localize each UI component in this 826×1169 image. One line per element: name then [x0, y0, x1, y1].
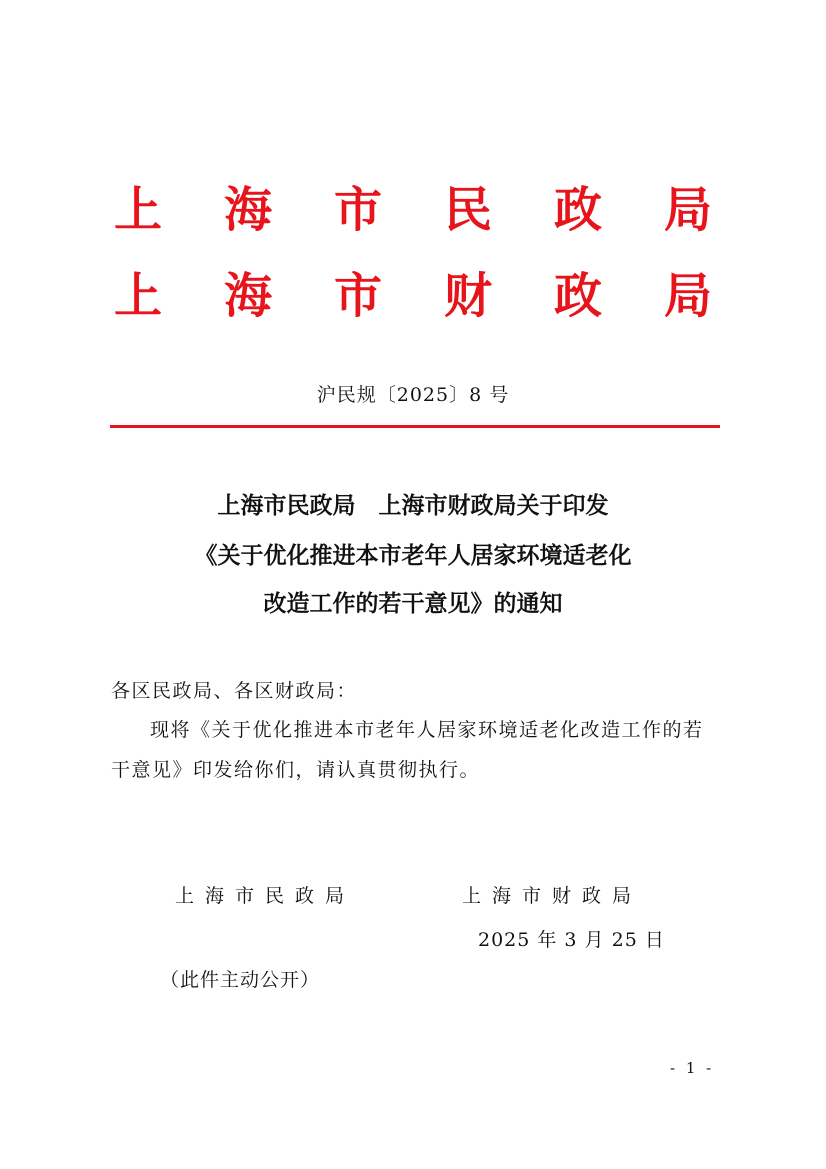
- issuer-char: 政: [553, 182, 602, 238]
- issuer-char: 市: [333, 182, 382, 238]
- salutation: 各区民政局、各区财政局：: [111, 680, 358, 702]
- document-title-line-3: 改造工作的若干意见》的通知: [263, 590, 563, 617]
- issuer-char: 海: [223, 268, 272, 324]
- issuer-char: 民: [443, 182, 492, 238]
- body-paragraph-line-2: 干意见》印发给你们，请认真贯彻执行。: [111, 759, 481, 781]
- issuer-char: 上: [113, 268, 162, 324]
- signer-finance: 上海市财政局: [462, 885, 643, 907]
- issuer-char: 海: [223, 182, 272, 238]
- issuer-char: 市: [333, 268, 382, 324]
- document-number: 沪民规〔2025〕8 号: [316, 384, 510, 406]
- signer-civil-affairs: 上海市民政局: [175, 885, 356, 907]
- issuer-heading-civil-affairs: [110, 182, 716, 238]
- body-paragraph-line-1: 现将《关于优化推进本市老年人居家环境适老化改造工作的若: [150, 719, 704, 741]
- issuer-char: 财: [443, 268, 492, 324]
- disclosure-note: （此件主动公开）: [160, 969, 321, 991]
- issuer-char: 局: [663, 182, 712, 238]
- issuer-char: 局: [663, 268, 712, 324]
- document-title-line-1: 上海市民政局 上海市财政局关于印发: [217, 492, 609, 519]
- red-separator-line: [110, 425, 720, 428]
- issue-date: 2025 年 3 月 25 日: [478, 929, 665, 951]
- document-title-line-2: 《关于优化推进本市老年人居家环境适老化: [194, 542, 632, 569]
- page-number: - 1 -: [670, 1059, 715, 1077]
- issuer-char: 政: [553, 268, 602, 324]
- issuer-heading-finance: [110, 268, 716, 324]
- issuer-char: 上: [113, 182, 162, 238]
